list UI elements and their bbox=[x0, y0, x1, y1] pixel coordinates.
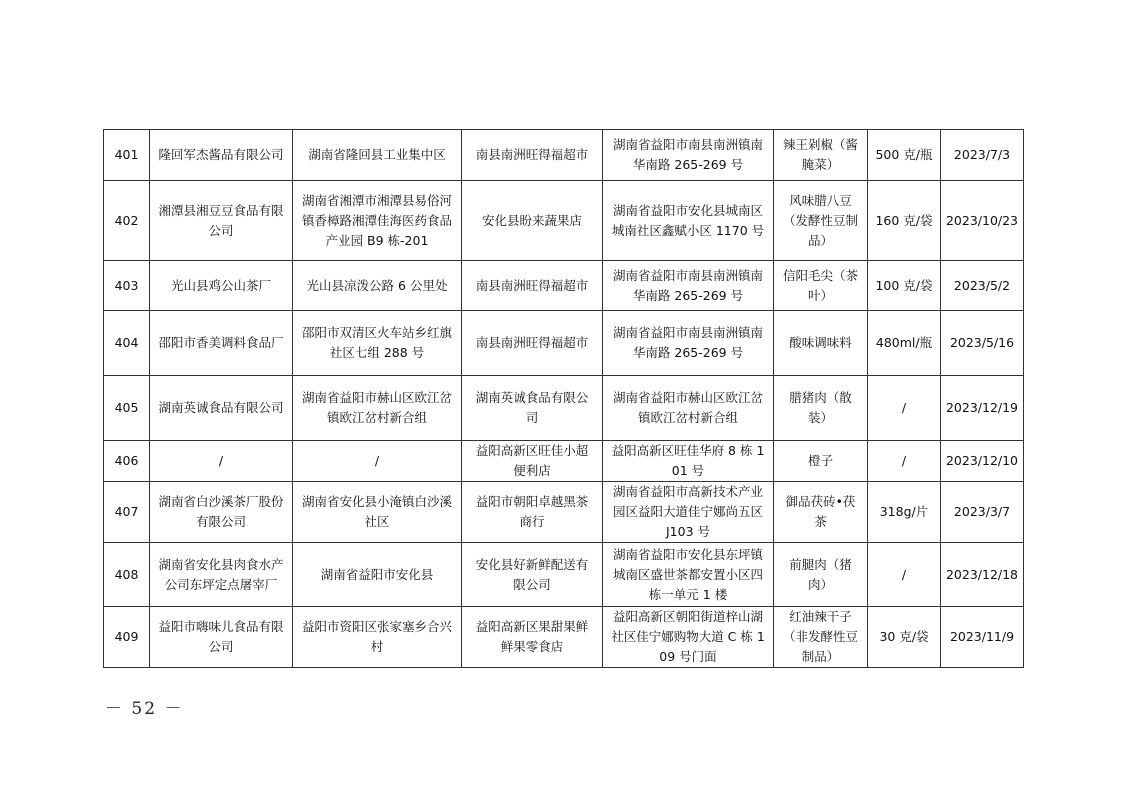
producer-address-cell: 湖南省隆回县工业集中区 bbox=[293, 130, 462, 181]
product-cell: 橙子 bbox=[774, 441, 868, 482]
seller-address-cell: 益阳高新区旺佳华府 8 栋 101 号 bbox=[603, 441, 774, 482]
seller-address-cell: 湖南省益阳市赫山区欧江岔镇欧江岔村新合组 bbox=[603, 376, 774, 441]
producer-cell: 湖南省白沙溪茶厂股份有限公司 bbox=[150, 482, 293, 543]
row-number-cell: 401 bbox=[104, 130, 150, 181]
seller-address-cell: 湖南省益阳市南县南洲镇南华南路 265-269 号 bbox=[603, 130, 774, 181]
date-cell: 2023/3/7 bbox=[941, 482, 1024, 543]
producer-cell: 湖南省安化县肉食水产公司东坪定点屠宰厂 bbox=[150, 543, 293, 607]
table-row bbox=[104, 376, 1024, 441]
date-cell: 2023/12/19 bbox=[941, 376, 1024, 441]
table-row bbox=[104, 482, 1024, 543]
producer-address-cell: 益阳市资阳区张家塞乡合兴村 bbox=[293, 607, 462, 668]
row-number-cell: 408 bbox=[104, 543, 150, 607]
spec-cell: 100 克/袋 bbox=[868, 261, 941, 311]
producer-cell: 湖南英诚食品有限公司 bbox=[150, 376, 293, 441]
producer-address-cell: 邵阳市双清区火车站乡红旗社区七组 288 号 bbox=[293, 311, 462, 376]
producer-cell: 光山县鸡公山茶厂 bbox=[150, 261, 293, 311]
date-cell: 2023/5/2 bbox=[941, 261, 1024, 311]
producer-address-cell: 湖南省益阳市安化县 bbox=[293, 543, 462, 607]
date-cell: 2023/12/18 bbox=[941, 543, 1024, 607]
producer-cell: 益阳市嗨味儿食品有限公司 bbox=[150, 607, 293, 668]
spec-cell: 500 克/瓶 bbox=[868, 130, 941, 181]
seller-cell: 安化县好新鲜配送有限公司 bbox=[462, 543, 603, 607]
seller-cell: 湖南英诚食品有限公司 bbox=[462, 376, 603, 441]
seller-cell: 南县南洲旺得福超市 bbox=[462, 130, 603, 181]
producer-address-cell: / bbox=[293, 441, 462, 482]
seller-cell: 南县南洲旺得福超市 bbox=[462, 261, 603, 311]
seller-cell: 南县南洲旺得福超市 bbox=[462, 311, 603, 376]
table-row bbox=[104, 607, 1024, 668]
seller-address-cell: 湖南省益阳市南县南洲镇南华南路 265-269 号 bbox=[603, 261, 774, 311]
table-row bbox=[104, 441, 1024, 482]
spec-cell: 480ml/瓶 bbox=[868, 311, 941, 376]
seller-address-cell: 湖南省益阳市南县南洲镇南华南路 265-269 号 bbox=[603, 311, 774, 376]
date-cell: 2023/7/3 bbox=[941, 130, 1024, 181]
table-body bbox=[104, 130, 1024, 668]
table-row bbox=[104, 130, 1024, 181]
seller-cell: 益阳高新区旺佳小超便利店 bbox=[462, 441, 603, 482]
product-cell: 风味腊八豆（发酵性豆制品） bbox=[774, 181, 868, 261]
seller-address-cell: 湖南省益阳市安化县东坪镇城南区盛世茶都安置小区四栋一单元 1 楼 bbox=[603, 543, 774, 607]
date-cell: 2023/10/23 bbox=[941, 181, 1024, 261]
table-row bbox=[104, 311, 1024, 376]
seller-address-cell: 湖南省益阳市安化县城南区城南社区鑫赋小区 1170 号 bbox=[603, 181, 774, 261]
product-cell: 前腿肉（猪肉） bbox=[774, 543, 868, 607]
date-cell: 2023/11/9 bbox=[941, 607, 1024, 668]
product-cell: 御品茯砖•茯茶 bbox=[774, 482, 868, 543]
spec-cell: 160 克/袋 bbox=[868, 181, 941, 261]
row-number-cell: 409 bbox=[104, 607, 150, 668]
row-number-cell: 403 bbox=[104, 261, 150, 311]
date-cell: 2023/5/16 bbox=[941, 311, 1024, 376]
spec-cell: 30 克/袋 bbox=[868, 607, 941, 668]
product-cell: 信阳毛尖（茶叶） bbox=[774, 261, 868, 311]
product-cell: 辣王剁椒（酱腌菜） bbox=[774, 130, 868, 181]
spec-cell: 318g/片 bbox=[868, 482, 941, 543]
row-number-cell: 402 bbox=[104, 181, 150, 261]
seller-address-cell: 湖南省益阳市高新技术产业园区益阳大道佳宁娜尚五区 J103 号 bbox=[603, 482, 774, 543]
product-cell: 酸味调味料 bbox=[774, 311, 868, 376]
date-cell: 2023/12/10 bbox=[941, 441, 1024, 482]
food-sampling-table bbox=[103, 129, 1024, 668]
row-number-cell: 406 bbox=[104, 441, 150, 482]
producer-cell: 邵阳市香美调料食品厂 bbox=[150, 311, 293, 376]
producer-cell: 隆回军杰酱品有限公司 bbox=[150, 130, 293, 181]
seller-address-cell: 益阳高新区朝阳街道梓山湖社区佳宁娜购物大道 C 栋 109 号门面 bbox=[603, 607, 774, 668]
table-row bbox=[104, 181, 1024, 261]
product-cell: 腊猪肉（散装） bbox=[774, 376, 868, 441]
seller-cell: 益阳高新区果甜果鲜鲜果零食店 bbox=[462, 607, 603, 668]
producer-address-cell: 湖南省安化县小淹镇白沙溪社区 bbox=[293, 482, 462, 543]
row-number-cell: 404 bbox=[104, 311, 150, 376]
producer-cell: / bbox=[150, 441, 293, 482]
producer-address-cell: 湖南省益阳市赫山区欧江岔镇欧江岔村新合组 bbox=[293, 376, 462, 441]
seller-cell: 安化县盼来蔬果店 bbox=[462, 181, 603, 261]
spec-cell: / bbox=[868, 543, 941, 607]
producer-cell: 湘潭县湘豆豆食品有限公司 bbox=[150, 181, 293, 261]
seller-cell: 益阳市朝阳卓越黑茶商行 bbox=[462, 482, 603, 543]
page-number: － 52 － bbox=[105, 699, 184, 719]
row-number-cell: 405 bbox=[104, 376, 150, 441]
producer-address-cell: 光山县凉泼公路 6 公里处 bbox=[293, 261, 462, 311]
row-number-cell: 407 bbox=[104, 482, 150, 543]
product-cell: 红油辣干子（非发酵性豆制品） bbox=[774, 607, 868, 668]
producer-address-cell: 湖南省湘潭市湘潭县易俗河镇香樟路湘潭佳海医药食品产业园 B9 栋-201 bbox=[293, 181, 462, 261]
spec-cell: / bbox=[868, 376, 941, 441]
table-row bbox=[104, 543, 1024, 607]
table-row bbox=[104, 261, 1024, 311]
spec-cell: / bbox=[868, 441, 941, 482]
